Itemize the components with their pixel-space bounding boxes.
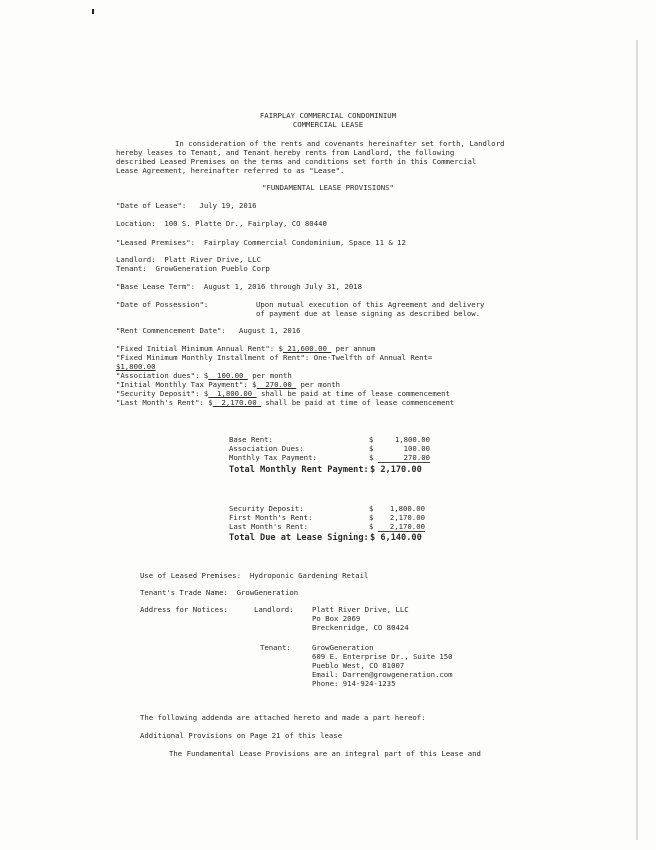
- security-value: 1,800.00: [208, 389, 257, 398]
- intro-line: described Leased Premises on the terms and conditions set forth in this Commercial: [116, 157, 477, 166]
- leased-premises: "Leased Premises": Fairplay Commercial Condominium, Space 11 & 12: [116, 238, 406, 247]
- signing-row-label: Security Deposit:: [229, 504, 304, 513]
- association-dues: [116, 371, 292, 380]
- monthly-row-amount: 1,800.00: [394, 435, 430, 444]
- scan-mark: [92, 9, 94, 14]
- security-label: "Security Deposit": $: [116, 389, 209, 398]
- notices-landlord-line: Po Box 2069: [312, 614, 361, 623]
- trade-name: Tenant's Trade Name: GrowGeneration: [140, 588, 299, 597]
- signing-row-label: First Month's Rent:: [229, 513, 313, 522]
- signing-row-dollar: $: [369, 504, 374, 513]
- closing-line: The Fundamental Lease Provisions are an integral part of this Lease and: [169, 749, 481, 758]
- use-of-premises: Use of Leased Premises: Hydroponic Gardening Retail: [140, 571, 369, 580]
- notices-tenant-line: Phone: 914-924-1235: [312, 679, 396, 688]
- possession-line: Upon mutual execution of this Agreement and delivery: [256, 300, 485, 309]
- signing-row-amount: 1,800.00: [389, 504, 425, 513]
- section-title: "FUNDAMENTAL LEASE PROVISIONS": [262, 183, 394, 192]
- notices-tenant-line: 609 E. Enterprise Dr., Suite 150: [312, 652, 453, 661]
- monthly-row-amount: 100.00: [403, 444, 430, 453]
- fixed-annual-label: "Fixed Initial Minimum Annual Rent": $: [116, 344, 283, 353]
- association-suffix: per month: [247, 371, 292, 380]
- notices-landlord-line: Platt River Drive, LLC: [312, 605, 409, 614]
- fixed-annual-rent: [116, 344, 375, 353]
- scan-edge: [636, 40, 638, 840]
- signing-row-dollar: $: [369, 513, 374, 522]
- signing-row-dollar: $: [369, 522, 374, 531]
- notices-tenant-line: Email: Darren@growgeneration.com: [312, 670, 453, 679]
- location: Location: 100 S. Platte Dr., Fairplay, CO 80440: [116, 219, 327, 228]
- fixed-annual-suffix: per annum: [331, 344, 376, 353]
- lease-title: FAIRPLAY COMMERCIAL CONDOMINIUM: [259, 111, 397, 120]
- additional-provisions: Additional Provisions on Page 21 of this lease: [140, 731, 343, 740]
- last-month-suffix: shall be paid at time of lease commencement: [260, 398, 455, 407]
- fixed-monthly-label: "Fixed Minimum Monthly Installment of Rent":: [116, 353, 314, 362]
- tax-label: "Initial Monthly Tax Payment": $: [116, 380, 257, 389]
- lease-subtitle: COMMERCIAL LEASE: [292, 120, 364, 129]
- intro-line: hereby leases to Tenant, and Tenant hereby rents from Landlord, the following: [116, 148, 455, 157]
- base-lease-term: "Base Lease Term": August 1, 2016 through July 31, 2018: [116, 282, 363, 291]
- fixed-annual-value: 21,600.00: [282, 344, 332, 353]
- monthly-row-label: Association Dues:: [229, 444, 304, 453]
- last-month-label: "Last Month's Rent": $: [116, 398, 213, 407]
- notices-landlord-line: Breckenridge, CO 80424: [312, 623, 409, 632]
- tax-suffix: per month: [296, 380, 341, 389]
- monthly-row-dollar: $: [369, 435, 374, 444]
- monthly-tax: [116, 380, 340, 389]
- signing-total-label: Total Due at Lease Signing:: [229, 533, 369, 543]
- monthly-row-label: Base Rent:: [229, 435, 273, 444]
- monthly-row-dollar: $: [369, 453, 374, 462]
- signing-row-amount: 2,170.00: [389, 513, 425, 522]
- signing-total-value: $ 6,140.00: [370, 533, 422, 543]
- addenda-line: The following addenda are attached hereto and made a part hereof:: [140, 713, 426, 722]
- monthly-row-amount: 270.00: [378, 453, 430, 463]
- security-suffix: shall be paid at time of lease commencement: [256, 389, 450, 398]
- possession-label: "Date of Possession":: [116, 300, 209, 309]
- possession-line: of payment due at lease signing as described below.: [256, 309, 481, 318]
- fixed-monthly-rent: [116, 353, 432, 362]
- tenant: Tenant: GrowGeneration Pueblo Corp: [116, 264, 270, 273]
- notices-tenant-label: Tenant:: [260, 643, 291, 652]
- monthly-row-label: Monthly Tax Payment:: [229, 453, 317, 462]
- signing-row-label: Last Month's Rent:: [229, 522, 309, 531]
- notices-tenant-line: Pueblo West, CO 81007: [312, 661, 405, 670]
- monthly-total-value: $ 2,170.00: [370, 465, 422, 475]
- date-of-lease: "Date of Lease": July 19, 2016: [116, 201, 257, 210]
- intro-line: Lease Agreement, hereinafter referred to as "Lease".: [116, 166, 345, 175]
- association-label: "Association dues": $: [116, 371, 209, 380]
- last-month-rent: [116, 398, 454, 407]
- fixed-monthly-value: $1,800.00: [116, 362, 156, 371]
- signing-row-amount: 2,170.00: [378, 522, 425, 532]
- landlord: Landlord: Platt River Drive, LLC: [116, 255, 261, 264]
- notices-landlord-label: Landlord:: [254, 605, 294, 614]
- tax-value: 270.00: [256, 380, 297, 389]
- notices-label: Address for Notices:: [140, 605, 228, 614]
- rent-commencement: "Rent Commencement Date": August 1, 2016: [116, 326, 301, 335]
- intro-line: In consideration of the rents and covenants hereinafter set forth, Landlord: [175, 139, 505, 148]
- monthly-total-label: Total Monthly Rent Payment:: [229, 465, 369, 475]
- fixed-monthly-desc: One-Twelfth of Annual Rent=: [313, 353, 433, 362]
- monthly-row-dollar: $: [369, 444, 374, 453]
- notices-tenant-line: GrowGeneration: [312, 643, 374, 652]
- last-month-value: 2,170.00: [212, 398, 261, 407]
- association-value: 100.00: [208, 371, 248, 380]
- security-deposit: [116, 389, 450, 398]
